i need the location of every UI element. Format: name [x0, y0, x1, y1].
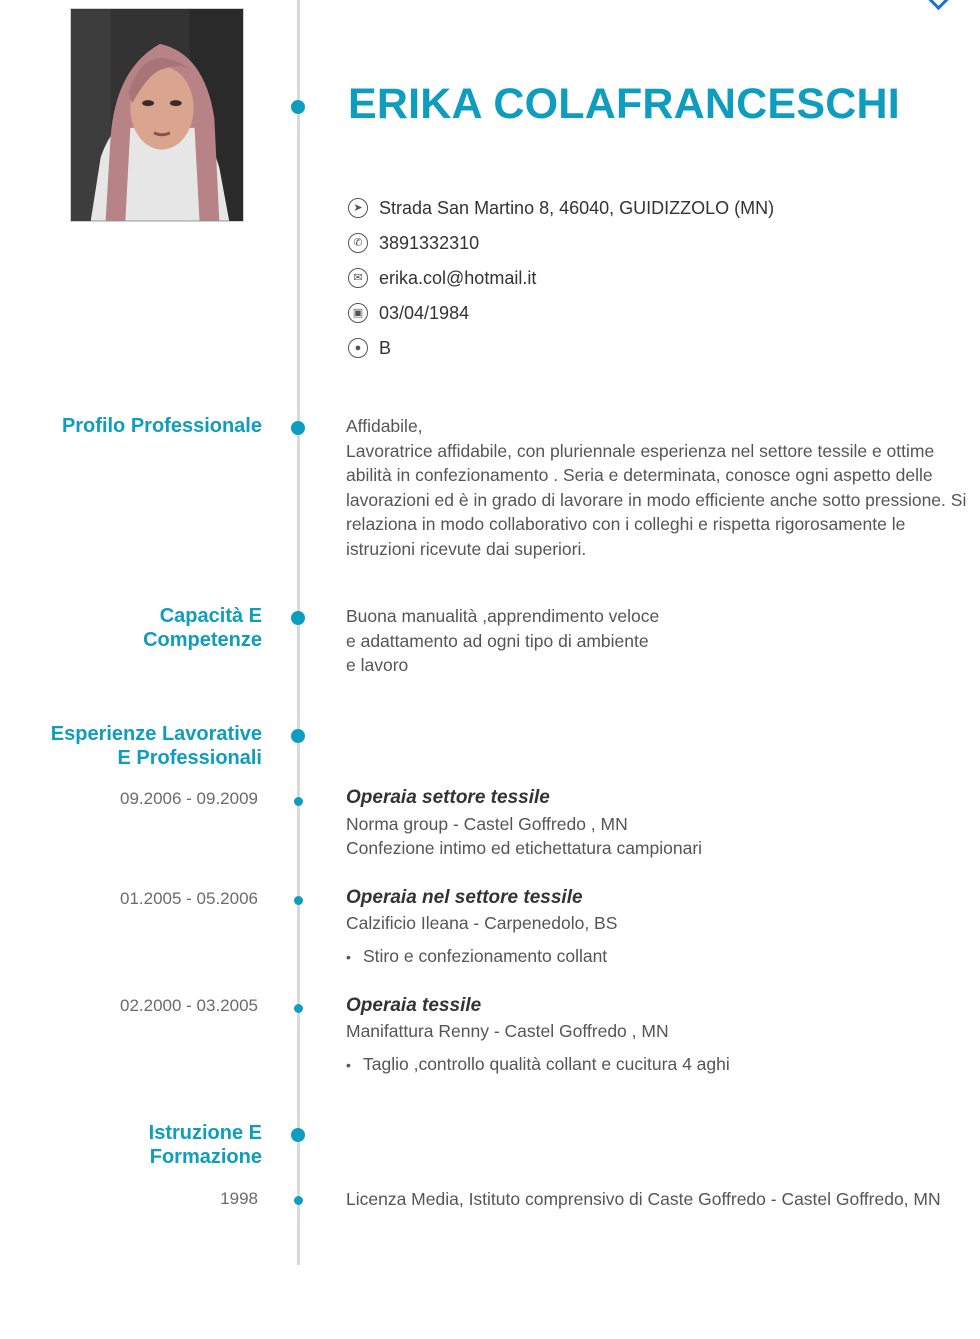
timeline-line — [297, 0, 300, 1265]
profile-photo — [70, 8, 244, 222]
timeline-dot-profile — [291, 421, 305, 435]
timeline-dot-job — [294, 1004, 303, 1013]
skills-text — [346, 604, 659, 678]
candidate-name: ERIKA COLAFRANCESCHI — [348, 80, 900, 128]
contact-phone-text: 3891332310 — [379, 232, 480, 253]
skills-line: e lavoro — [346, 655, 409, 675]
contact-address-text: Strada San Martino 8, 46040, GUIDIZZOLO (MN) — [379, 197, 775, 218]
contact-driving-license-text: B — [379, 337, 392, 358]
section-title-profile: Profilo Professionale — [61, 415, 262, 437]
corner-chevron-icon — [928, 0, 949, 10]
job-dates: 01.2005 - 05.2006 — [119, 889, 258, 908]
job-bullet — [346, 1054, 730, 1075]
skills-line: Buona manualità ,apprendimento veloce — [346, 606, 660, 626]
section-title-experience-line1: Esperienze Lavorative — [50, 723, 262, 745]
job-title: Operaia tessile — [346, 995, 482, 1016]
contact-birthdate-text: 03/04/1984 — [379, 302, 470, 323]
job-dates: 02.2000 - 03.2005 — [119, 996, 258, 1015]
timeline-dot-skills — [291, 611, 305, 625]
bullet-icon: • — [346, 949, 351, 965]
contact-email-text: erika.col@hotmail.it — [379, 267, 537, 288]
education-year: 1998 — [220, 1189, 258, 1208]
profile-line: istruzioni ricevute dai superiori. — [346, 538, 587, 559]
job-company: Calzificio Ileana - Carpenedolo, BS — [346, 913, 618, 933]
profile-text — [346, 414, 966, 561]
job-title: Operaia nel settore tessile — [346, 887, 583, 908]
timeline-dot-header — [291, 100, 305, 114]
skills-line: e adattamento ad ogni tipo di ambiente — [346, 630, 649, 651]
bullet-icon: • — [346, 1057, 351, 1073]
job-dates: 09.2006 - 09.2009 — [119, 789, 258, 808]
section-title-experience — [51, 722, 262, 770]
job-company: Manifattura Renny - Castel Goffredo , MN — [346, 1021, 669, 1041]
section-title-experience-line2: E Professionali — [117, 747, 262, 769]
job-bullet-text: Taglio ,controllo qualità collant e cucitura 4 aghi — [363, 1054, 730, 1074]
job-bullet — [346, 946, 607, 967]
timeline-dot-job — [294, 896, 303, 905]
contact-phone — [348, 231, 948, 255]
job-bullet-text: Stiro e confezionamento collant — [363, 946, 608, 966]
contact-address — [348, 196, 948, 220]
timeline-dot-education — [291, 1128, 305, 1142]
section-title-education-line2: Formazione — [149, 1146, 262, 1168]
birthday-icon: ▣ — [348, 303, 368, 323]
timeline-dot-job — [294, 797, 303, 806]
timeline-dot-experience — [291, 729, 305, 743]
profile-line: abilità in confezionamento . Seria e determinata, conosce ogni aspetto delle — [346, 465, 933, 485]
contact-email — [348, 266, 948, 290]
section-title-skills-line1: Capacità E — [159, 605, 262, 627]
location-icon: ➤ — [348, 198, 368, 218]
car-icon: ● — [348, 338, 368, 358]
job-detail: Confezione intimo ed etichettatura campionari — [346, 838, 703, 858]
profile-line: Affidabile, — [346, 416, 423, 436]
contact-driving-license — [348, 336, 948, 360]
email-icon: ✉ — [348, 268, 368, 288]
section-title-education-line1: Istruzione E — [148, 1122, 262, 1144]
phone-icon: ✆ — [348, 233, 368, 253]
section-title-education — [149, 1121, 262, 1169]
education-text: Licenza Media, Istituto comprensivo di Caste Goffredo - Castel Goffredo, MN — [346, 1189, 941, 1209]
section-title-skills-line2: Competenze — [143, 629, 262, 651]
job-title: Operaia settore tessile — [346, 787, 550, 808]
profile-line: lavorazioni ed è in grado di lavorare in modo efficiente anche sotto pressione. Si — [346, 489, 967, 510]
section-title-skills — [143, 604, 262, 652]
contact-birthdate — [348, 301, 948, 325]
timeline-dot-education-item — [294, 1196, 303, 1205]
profile-line: Lavoratrice affidabile, con pluriennale esperienza nel settore tessile e ottime — [346, 440, 935, 461]
job-company: Norma group - Castel Goffredo , MN — [346, 814, 628, 834]
profile-line: relaziona in modo collaborativo con i colleghi e rispetta rigorosamente le — [346, 514, 906, 534]
